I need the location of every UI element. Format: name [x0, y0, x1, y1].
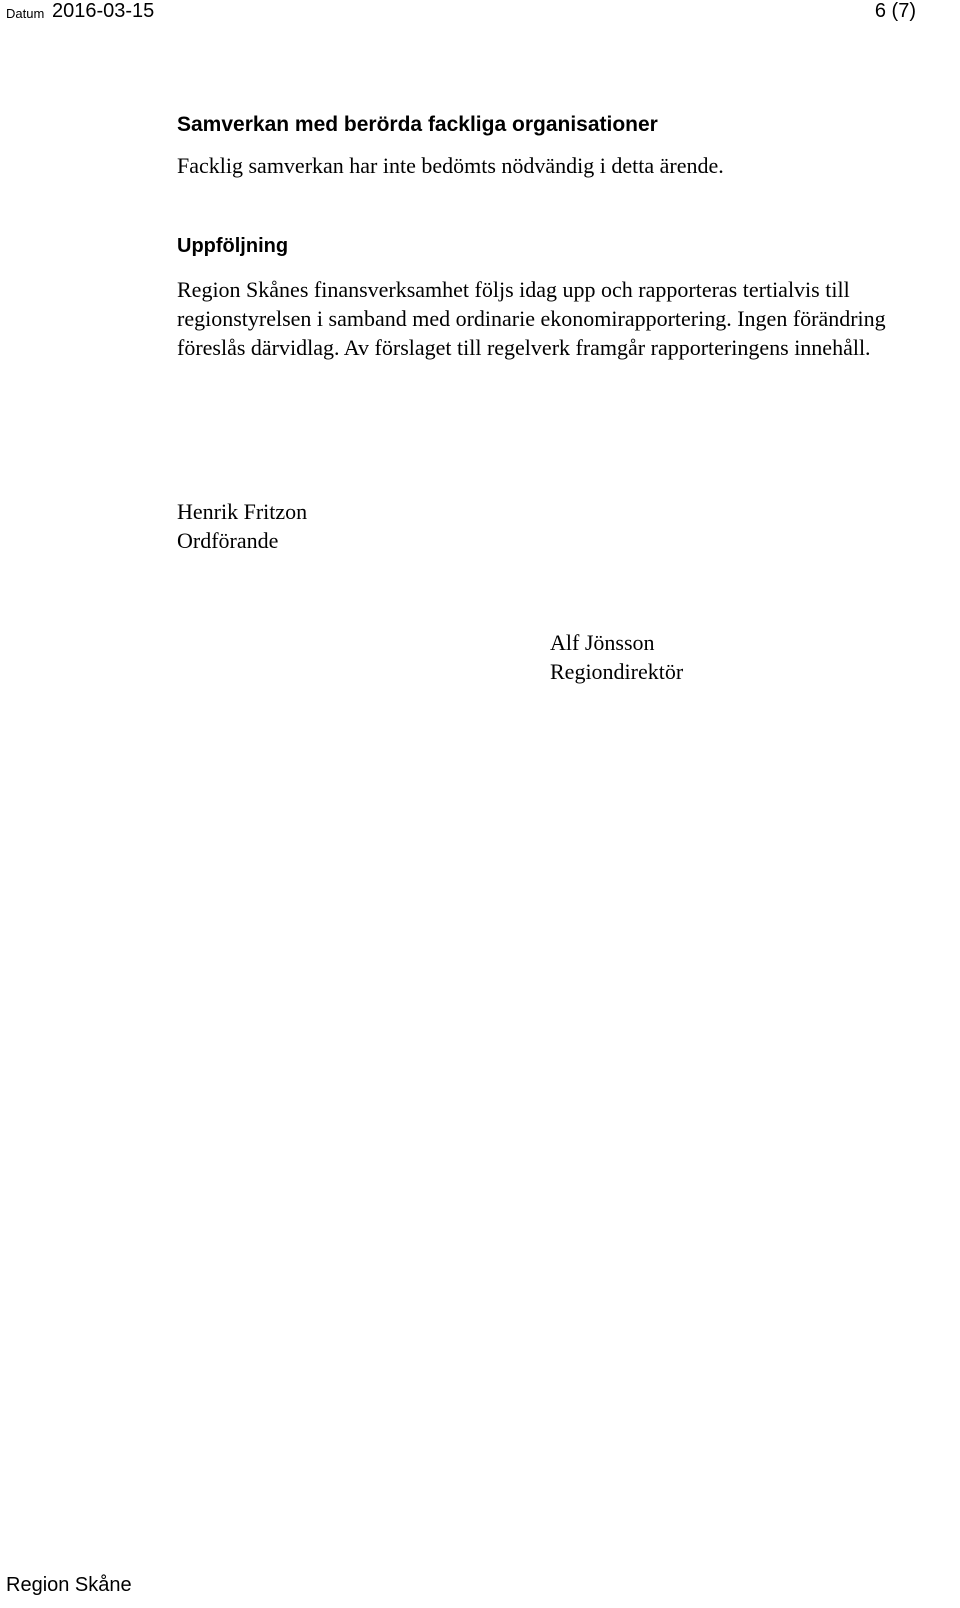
page-footer-organization: Region Skåne: [6, 1574, 132, 1596]
date-label: Datum: [6, 6, 45, 21]
signature-title: Ordförande: [177, 528, 279, 553]
signature-title: Regiondirektör: [550, 659, 684, 684]
signature-name: Alf Jönsson: [550, 630, 655, 655]
section-heading-samverkan: Samverkan med berörda fackliga organisationer: [177, 113, 658, 136]
section-body-samverkan: Facklig samverkan har inte bedömts nödvändig i detta ärende.: [177, 153, 724, 178]
signature-name: Henrik Fritzon: [177, 499, 308, 524]
section-body-uppfoljning: Region Skånes finansverksamhet följs idag upp och rapporteras tertialvis till regionstyrelsen i samband med ordinarie ekonomirapportering. Ingen förändring föreslås därvidlag. Av förslaget till regelverk framgår rapporteringens innehåll.: [177, 277, 886, 360]
section-heading-uppfoljning: Uppföljning: [177, 235, 289, 257]
date-value: 2016-03-15: [52, 0, 155, 22]
page-number: 6 (7): [874, 0, 916, 22]
signature-block-director: [550, 628, 683, 686]
page-header: [6, 0, 936, 26]
signature-block-chair: [177, 497, 307, 555]
